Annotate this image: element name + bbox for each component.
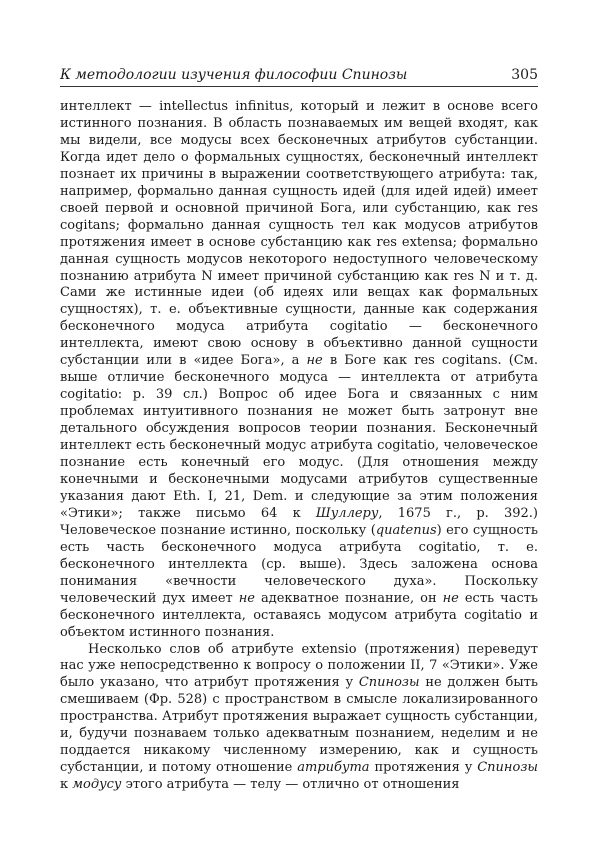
italic-text: Спинозы xyxy=(358,675,420,691)
paragraph-text: адекватное познание, он xyxy=(254,590,443,606)
paragraph-text: интеллект — intellectus infinitus, который и лежит в основе всего истинного познания. В область познаваемых им вещей входят, как мы видели, все модусы всех бесконечных атрибутов субстанции. Когда идет дело о формальных сущностях, бесконечный интеллект познает их причины в выражении соответствующего атрибута: так, например, формально данная сущность идей (для идей идей) имеет своей первой и основной причиной Бога, или субстанцию, как res cogitans; формально данная сущность тел как модусов атрибутов протяжения имеет в основе субстанцию как res extensa; формально данная сущность модусов некоторого недоступного человеческому познанию атрибута N имеет причиной субстанцию как res N и т. д. Сами же истинные идеи (об идеях или вещах как формальных сущностях), т. е. объективные сущности, данные как содержания бесконечного модуса атрибута cogitatio — бесконечного интеллекта, имеют свою основу в объективно данной сущности субстанции или в «идее Бога», а xyxy=(60,99,538,369)
italic-text: не xyxy=(442,590,459,606)
paragraph-text: есть часть бесконечного интеллекта, оставаясь модусом атрибута cogitatio и объектом истинного познания. xyxy=(60,590,538,640)
paragraph xyxy=(60,99,538,642)
running-header xyxy=(60,62,538,87)
italic-text: quatenus xyxy=(375,522,437,538)
italic-text: не xyxy=(238,590,255,606)
paragraph-text: Несколько слов об атрибуте extensio (протяжения) переведут нас уже непосредственно к вопросу о положении II, 7 «Этики». Уже было указано, что атрибут протяжения у xyxy=(60,641,538,691)
paragraph-text: ) его сущность есть часть бесконечного модуса атрибута cogitatio, т. е. бесконечного интеллекта (ср. выше). Здесь заложена основа понимания «вечности человеческого духа». Поскольку человеческий дух имеет xyxy=(60,522,538,606)
paragraph-text: , 1675 г., р. 392.) Человеческое познание истинно, поскольку ( xyxy=(60,505,538,538)
body-text xyxy=(60,99,538,794)
paragraph-text: в Боге как res cogitans. (См. выше отличие бесконечного модуса — интеллекта от атрибута cogitatio: р. 39 сл.) Вопрос об идее Бога и связанных с ним проблемах интуитивного познания не может быть затронут вне детального обсуждения вопросов теории познания. Бесконечный интеллект есть бесконечный модус атрибута cogitatio, человеческое познание есть конечный его модус. (Для отношения между конечными и бесконечными модусами атрибутов существенные указания дают Eth. I, 21, Dem. и следующие за этим положения «Этики»; также письмо 64 к xyxy=(60,353,538,521)
paragraph-text: этого атрибута — телу — отлично от отношения xyxy=(121,777,460,793)
page-number: 305 xyxy=(511,67,538,83)
italic-text: Шуллеру xyxy=(315,505,379,521)
running-title: К методологии изучения философии Спинозы xyxy=(60,67,408,83)
paragraph-text: к xyxy=(60,777,73,793)
italic-text: Спинозы xyxy=(477,760,538,776)
paragraph-text: протяжения у xyxy=(369,760,478,776)
italic-text: модусу xyxy=(72,777,122,793)
paragraph xyxy=(60,642,538,795)
italic-text: не xyxy=(306,353,323,369)
paragraph-text: не должен быть смешиваем (Фр. 528) с пространством в смысле локализированного пространства. Атрибут протяжения выражает сущность субстанции, и, будучи познаваем только адекватным познанием, неделим и не поддается никакому численному измерению, как и сущность субстанции, и потому отношение xyxy=(60,675,538,776)
italic-text: атрибута xyxy=(297,760,370,776)
